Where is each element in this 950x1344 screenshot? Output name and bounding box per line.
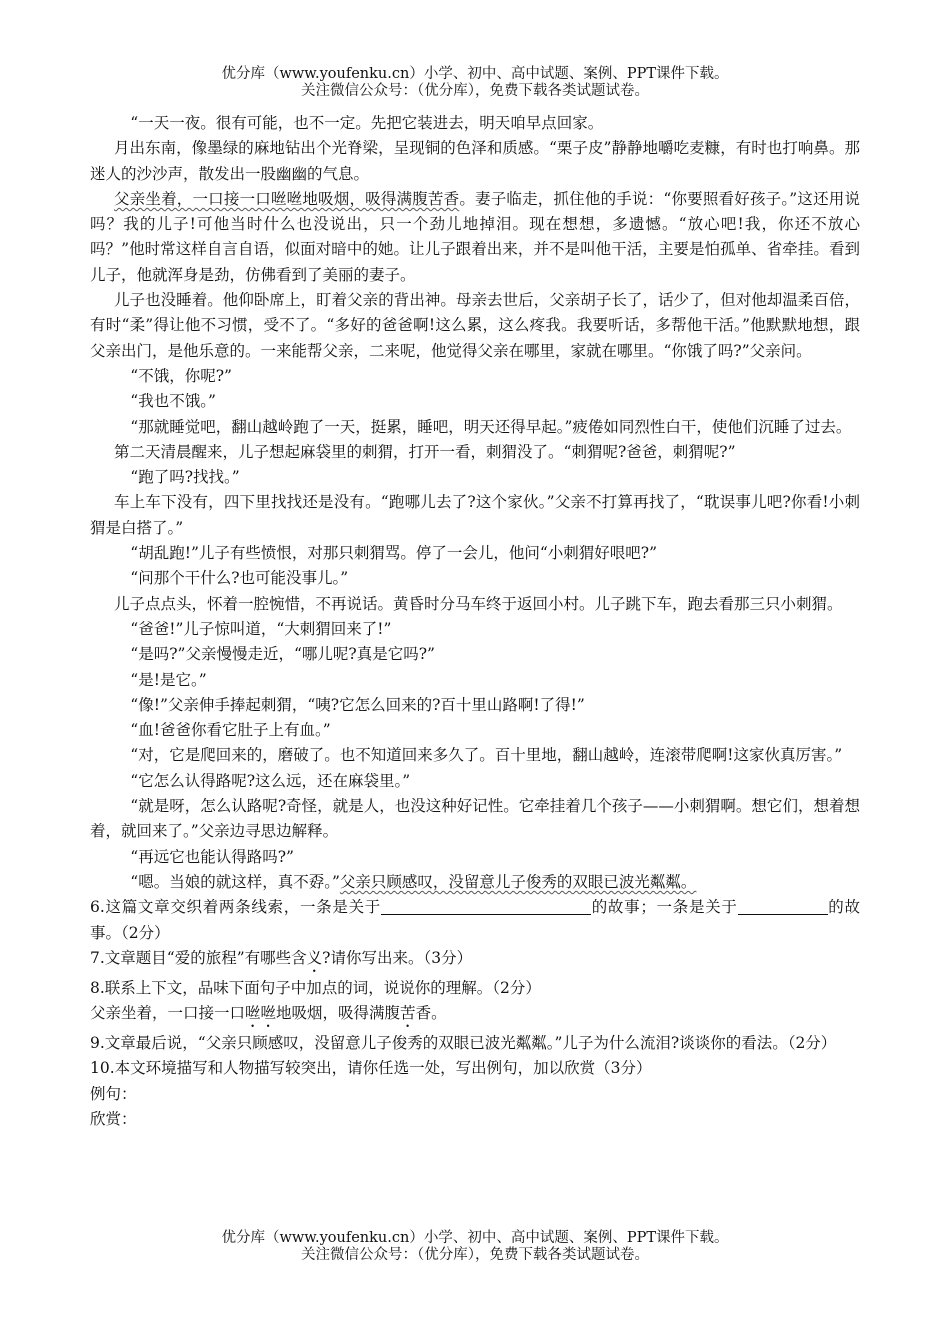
- dialogue-line: “跑了吗?找找。”: [130, 468, 240, 487]
- header-line-2: 关注微信公众号：（优分库），免费下载各类试题试卷。: [301, 83, 649, 99]
- story-paragraph: 车上车下没有，四下里找找还是没有。“跑哪儿去了?这个家伙。”父亲不打算再找了，“耽误事儿吧?你看!小刺猬是白搭了。”: [90, 493, 860, 537]
- story-paragraph: 儿子点点头，怀着一腔惋惜，不再说话。黄昏时分马车终于返回小村。儿子跳下车，跑去看那三只小刺猬。: [114, 594, 843, 613]
- dialogue-line: “爸爸!”儿子惊叫道，“大刺猬回来了!”: [130, 619, 392, 638]
- dialogue-line: “它怎么认得路呢?这么远，还在麻袋里。”: [130, 771, 411, 790]
- dialogue-line: “血!爸爸你看它肚子上有血。”: [130, 721, 331, 740]
- dialogue-line: “像!”父亲伸手捧起刺猬，“咦?它怎么回来的?百十里山路啊!了得!”: [130, 695, 585, 714]
- dialogue-line: “胡乱跑!”儿子有些愤恨，对那只刺猬骂。停了一会儿，他问“小刺猬好哏吧?”: [130, 544, 658, 563]
- story-paragraph: “就是呀，怎么认路呢?奇怪，就是人，也没这种好记性。它牵挂着几个孩子——小刺猬啊。想它们，想着想着，就回来了。”父亲边寻思边解释。: [90, 797, 860, 841]
- question-text: 香。: [415, 1004, 447, 1023]
- story-text: 。妻子临走，抓住他的手说：“你要照看好孩子。”这还用说吗？我的儿子!可他当时什么也没说出，只一个劲儿地掉泪。现在想想，多遗憾。“放心吧!我，你还不放心吗？”他时常这样自言自语，似面对暗中的她。让儿子跟着出来，并不是叫他干活，主要是怕孤单、省牵挂。看到儿子，他就浑身是劲，仿佛看到了美丽的妻子。: [90, 189, 860, 284]
- appreciation-label: 欣赏：: [90, 1109, 137, 1128]
- dotted-char: 苦: [400, 1004, 416, 1023]
- dialogue-line: “问那个干什么?也可能没事儿。”: [130, 569, 349, 588]
- question-text: 7.文章题目“爱的旅程”有哪些含: [90, 948, 307, 967]
- question-9: 9.文章最后说，“父亲只顾感叹，没留意儿子俊秀的双眼已波光粼粼。”儿子为什么流泪?谈谈你的看法。（2分）: [90, 1034, 837, 1053]
- header-line-1: 优分库（www.youfenku.cn）小学、初中、高中试题、案例、PPT课件下载。: [221, 66, 729, 82]
- answer-blank[interactable]: [738, 898, 828, 915]
- story-paragraph: [90, 870, 860, 895]
- question-text: ?请你写出来。（3分）: [322, 948, 473, 967]
- story-paragraph: “一天一夜。很有可能，也不一定。先把它装进去，明天咱早点回家。: [130, 114, 604, 132]
- question-7: [90, 946, 860, 976]
- answer-blank[interactable]: [381, 898, 591, 915]
- story-paragraph: “对，它是爬回来的，磨破了。也不知道回来多久了。百十里地，翻山越岭，连滚带爬啊!这家伙真厉害。”: [130, 746, 843, 765]
- question-text: 的故事；一条是关于: [591, 898, 738, 917]
- footer-line-1: 优分库（www.youfenku.cn）小学、初中、高中试题、案例、PPT课件下载。: [221, 1230, 729, 1246]
- question-text: 父亲坐着，一口接一口: [90, 1004, 246, 1023]
- story-paragraph: “那就睡觉吧，翻山越岭跑了一天，挺累，睡吧，明天还得早起。”疲倦如同烈性白干，使他们沉睡了过去。: [130, 417, 852, 436]
- question-6: [90, 895, 860, 946]
- dialogue-line: “是吗?”父亲慢慢走近，“哪儿呢?真是它吗?”: [130, 645, 435, 664]
- story-paragraph: [90, 187, 860, 288]
- page-footer: [0, 1230, 950, 1264]
- story-paragraph: 第二天清晨醒来，儿子想起麻袋里的刺猬，打开一看，刺猬没了。“刺猬呢?爸爸，刺猬呢?”: [114, 442, 736, 461]
- dotted-char: 义: [306, 948, 323, 967]
- question-8-sentence: [90, 1001, 860, 1031]
- footer-line-2: 关注微信公众号：（优分库），免费下载各类试题试卷。: [301, 1247, 649, 1263]
- dialogue-line: “是!是它。”: [130, 670, 207, 689]
- story-text: “嗯。当娘的就这样，真不孬。”: [130, 872, 340, 891]
- dialogue-line: “再远它也能认得路吗?”: [130, 847, 294, 866]
- question-10: 10.本文环境描写和人物描写较突出，请你任选一处，写出例句，加以欣赏（3分）: [90, 1059, 652, 1078]
- document-body: [90, 111, 860, 1132]
- dotted-word: 咝咝: [245, 1004, 277, 1023]
- wavy-underlined-sentence: 父亲坐着，一口接一口咝咝地吸烟，吸得满腹苦香: [114, 189, 460, 208]
- question-text: 的故事。（2分）: [90, 898, 860, 942]
- dialogue-line: “我也不饿。”: [130, 392, 216, 411]
- story-paragraph: 儿子也没睡着。他仰卧席上，盯着父亲的背出神。母亲去世后，父亲胡子长了，话少了，但对他却温柔百倍，有时“柔”得让他不习惯，受不了。“多好的爸爸啊!这么累，这么疼我。我要听话，多帮他干活。”他默默地想，跟父亲出门，是他乐意的。一来能帮父亲，二来呢，他觉得父亲在哪里，家就在哪里。“你饿了吗?”父亲问。: [90, 291, 860, 360]
- wavy-underlined-sentence: 父亲只顾感叹，没留意儿子俊秀的双眼已波光粼粼。: [339, 872, 697, 891]
- question-text: 地吸烟，吸得满腹: [276, 1004, 401, 1023]
- question-8: 8.联系上下文，品味下面句子中加点的词，说说你的理解。（2分）: [90, 978, 541, 997]
- story-paragraph: 月出东南，像墨绿的麻地钻出个光脊梁，呈现铜的色泽和质感。“栗子皮”静静地嚼吃麦糠，有时也打响鼻。那迷人的沙沙声，散发出一股幽幽的气息。: [90, 139, 860, 183]
- page-header: [0, 66, 950, 100]
- question-text: 6.这篇文章交织着两条线索，一条是关于: [90, 898, 381, 917]
- dialogue-line: “不饿，你呢?”: [130, 366, 232, 385]
- example-label: 例句：: [90, 1084, 137, 1103]
